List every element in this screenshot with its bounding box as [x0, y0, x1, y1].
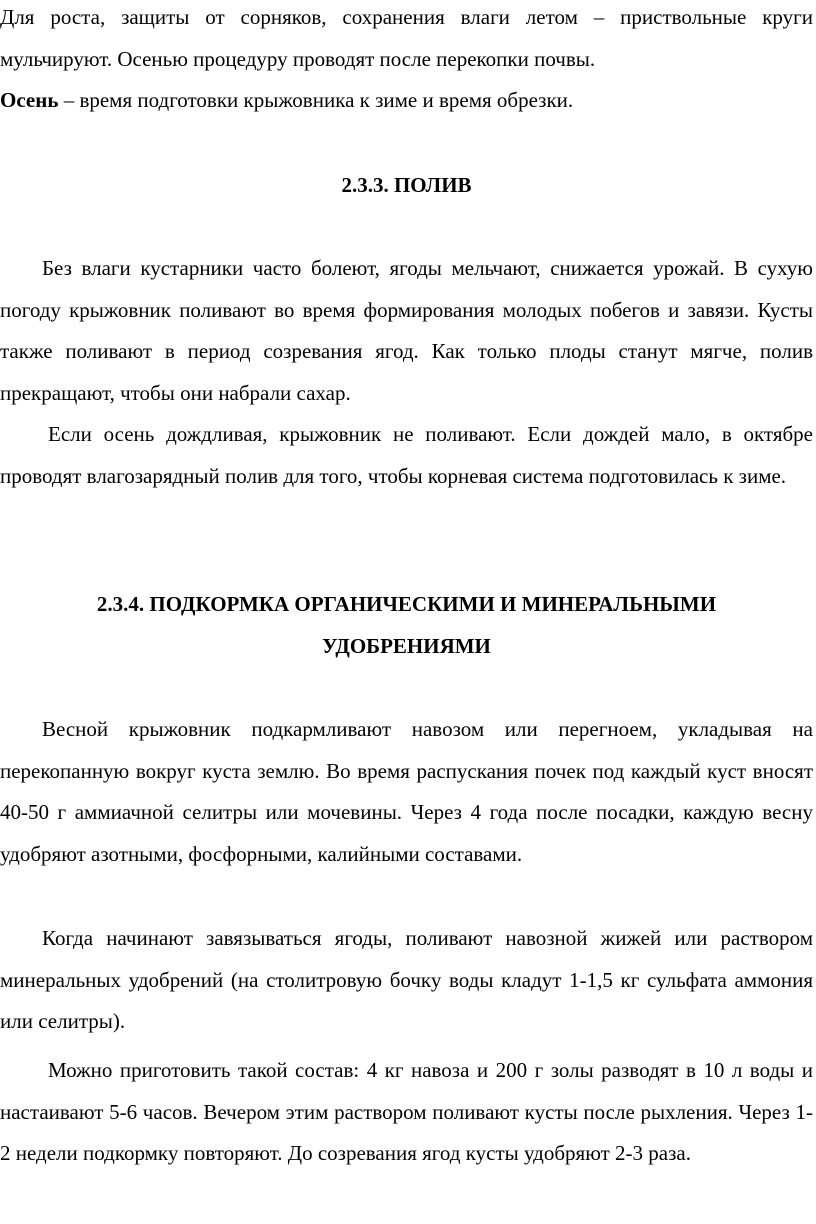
watering-paragraph-1: Без влаги кустарники часто болеют, ягоды мельчают, снижается урожай. В сухую погоду крыжовник поливают во время формирования молодых побегов и завязи. Кусты также поливают в период созревания ягод. Как только плоды станут мягче, полив прекращают, чтобы они набрали сахар.	[0, 256, 813, 405]
intro-paragraph	[0, 0, 813, 122]
feeding-paragraph-3: Можно приготовить такой состав: 4 кг навоза и 200 г золы разводят в 10 л воды и настаивают 5-6 часов. Вечером этим раствором поливают кусты после рыхления. Через 1-2 недели подкормку повторяют. До созревания ягод кусты удобряют 2-3 раза.	[0, 1058, 813, 1165]
autumn-description: – время подготовки крыжовника к зиме и время обрезки.	[58, 88, 574, 112]
feeding-paragraph-2: Когда начинают завязываться ягоды, поливают навозной жижей или раствором минеральных удобрений (на столитровую бочку воды кладут 1-1,5 кг сульфата аммония или селитры).	[0, 926, 813, 1033]
autumn-term: Осень	[0, 88, 59, 112]
feeding-heading-line-2: УДОБРЕНИЯМИ	[322, 633, 491, 658]
feeding-heading-line-1: 2.3.4. ПОДКОРМКА ОРГАНИЧЕСКИМИ И МИНЕРАЛЬНЫМИ	[96, 592, 717, 616]
feeding-heading	[0, 584, 813, 667]
watering-heading: 2.3.3. ПОЛИВ	[341, 173, 472, 197]
feeding-paragraph-1: Весной крыжовник подкармливают навозом или перегноем, укладывая на перекопанную вокруг куста землю. Во время распускания почек под каждый куст вносят 40-50 г аммиачной селитры или мочевины. Через 4 года после посадки, каждую весну удобряют азотными, фосфорными, калийными составами.	[0, 717, 813, 866]
watering-paragraph-2: Если осень дождливая, крыжовник не поливают. Если дождей мало, в октябре проводят влагозарядный полив для того, чтобы корневая система подготовилась к зиме.	[0, 422, 813, 488]
intro-text: Для роста, защиты от сорняков, сохранения влаги летом – приствольные круги мульчируют. Осенью процедуру проводят после перекопки почвы.	[0, 5, 813, 71]
